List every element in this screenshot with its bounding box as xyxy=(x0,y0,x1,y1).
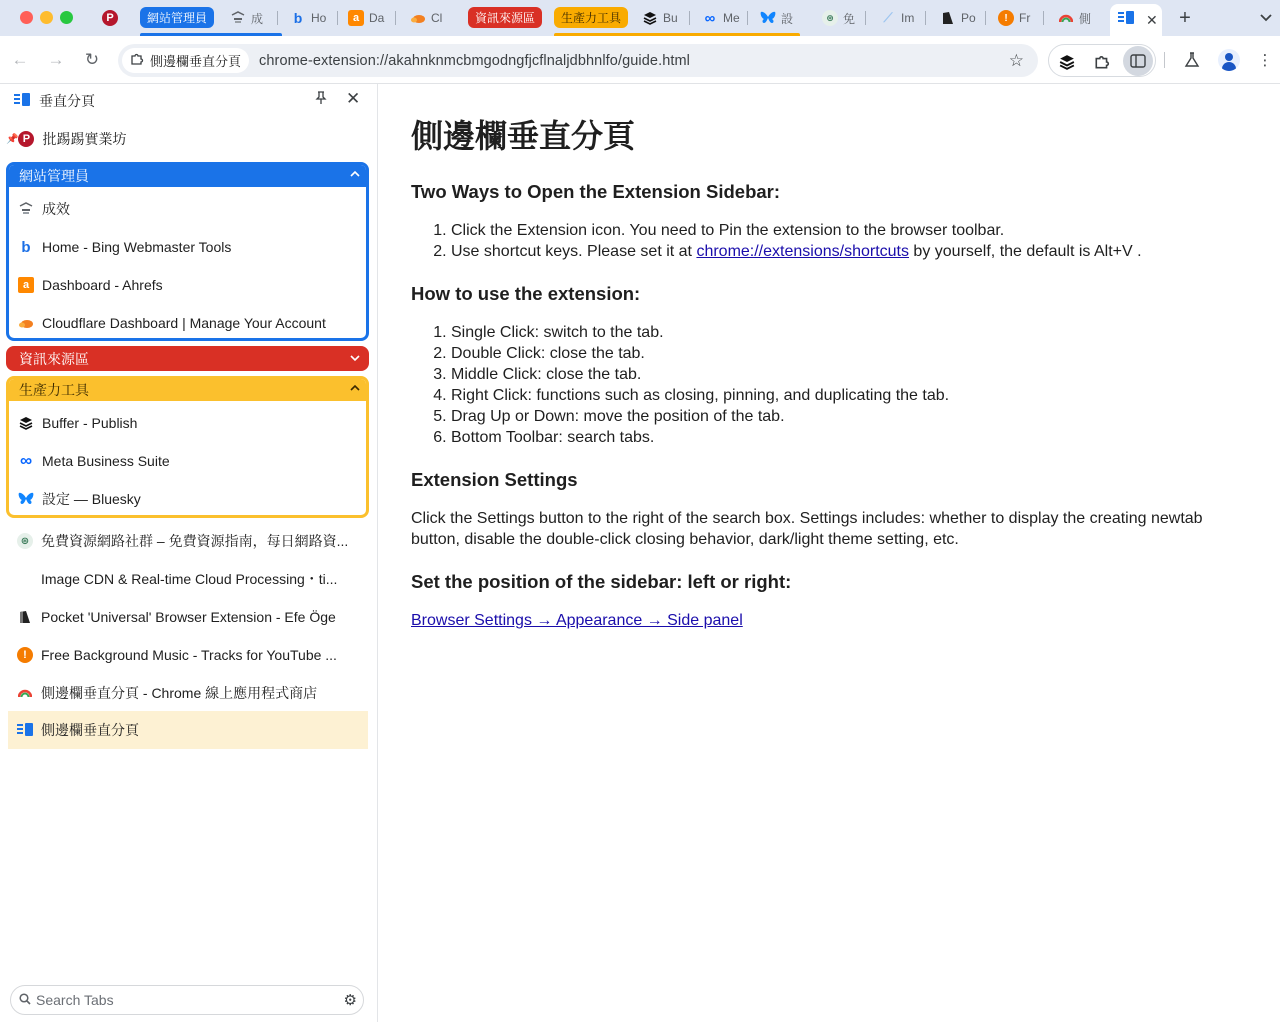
imagecdn-icon xyxy=(17,571,33,587)
labs-flask-icon[interactable] xyxy=(1182,50,1202,70)
site-info-chip[interactable] xyxy=(122,48,249,73)
imagecdn-icon: ⟋ xyxy=(883,10,893,25)
sidebar-tab-vertical-tabs-active[interactable] xyxy=(8,711,368,749)
tab-label: 免 xyxy=(843,11,856,26)
sidebar-tab-webstore[interactable] xyxy=(8,674,368,712)
tab-label: Da xyxy=(369,11,385,25)
profile-avatar[interactable] xyxy=(1218,49,1240,71)
tab-label: Image CDN & Real-time Cloud Processing・ti... xyxy=(41,571,338,587)
tab-label: 批踢踢實業坊 xyxy=(42,131,127,147)
side-panel-icon[interactable] xyxy=(1123,46,1153,76)
list-item: 3. Middle Click: close the tab. xyxy=(451,364,1248,385)
chevron-down-icon xyxy=(350,353,360,365)
url-text[interactable]: chrome-extension://akahnknmcbmgodngfjcflnaljdbhnlfo/guide.html xyxy=(259,52,690,69)
side-panel-title: 垂直分頁 xyxy=(39,93,95,109)
open-heading: Two Ways to Open the Extension Sidebar: xyxy=(411,181,781,202)
address-bar[interactable] xyxy=(118,44,1038,77)
settings-paragraph: Click the Settings button to the right of the search box. Settings includes: whether to display the creating newtab button, disable the double-click closing behavior, dark/light theme setting, etc. xyxy=(411,510,1203,548)
site-chip-label: 側邊欄垂直分頁 xyxy=(150,54,242,69)
list-item: 5. Drag Up or Down: move the position of the tab. xyxy=(451,406,1248,427)
extension-puzzle-icon xyxy=(130,52,144,69)
group-label: 生產力工具 xyxy=(19,382,89,398)
group-header-productivity[interactable] xyxy=(9,379,366,401)
pin-icon[interactable] xyxy=(315,91,327,108)
vertical-tabs-icon xyxy=(1118,11,1134,30)
cloudflare-icon xyxy=(410,10,426,26)
tab-label: Free Background Music - Tracks for YouTube ... xyxy=(41,647,337,663)
tab-strip xyxy=(0,0,1280,36)
ahrefs-icon: a xyxy=(348,10,364,26)
usage-steps-list xyxy=(451,322,1248,448)
tab-label: 成效 xyxy=(42,201,70,217)
tab-label: Cl xyxy=(431,11,443,25)
tab-label: Buffer - Publish xyxy=(42,415,138,431)
group-label: 資訊來源區 xyxy=(19,350,89,367)
chevron-up-icon xyxy=(350,382,360,394)
back-button[interactable]: ← xyxy=(11,50,29,69)
sidebar-tab-ahrefs[interactable] xyxy=(9,266,366,304)
window-close-button[interactable] xyxy=(20,11,33,24)
sidebar-tab-buffer[interactable] xyxy=(9,404,366,442)
buffer-icon xyxy=(642,10,658,26)
tab-label: 設 xyxy=(781,11,794,26)
tab-group-sources[interactable]: 資訊來源區 xyxy=(468,7,542,28)
cloudflare-icon xyxy=(18,315,34,331)
sidebar-tab-rank[interactable] xyxy=(9,190,366,228)
tab-label: Me xyxy=(723,11,740,25)
ptt-icon: P xyxy=(102,10,118,26)
list-item xyxy=(451,241,1248,262)
tab-label: Ho xyxy=(311,11,327,25)
browser-toolbar xyxy=(0,36,1280,84)
search-icon xyxy=(19,993,31,1008)
tab-label: 側邊欄垂直分頁 - Chrome 線上應用程式商店 xyxy=(41,685,318,701)
close-icon[interactable]: ✕ xyxy=(346,89,361,108)
tab-label: Po xyxy=(961,11,976,25)
sidebar-tab-cloudflare[interactable] xyxy=(9,304,366,341)
tab-cloudflare[interactable] xyxy=(410,6,458,30)
tab-label: Bu xyxy=(663,11,678,25)
page-title: 側邊欄垂直分頁 xyxy=(411,117,636,155)
tab-label: 側邊欄垂直分頁 xyxy=(41,722,139,738)
list-item: 1. Single Click: switch to the tab. xyxy=(451,322,1248,343)
buffer-icon xyxy=(18,415,34,431)
bing-icon: b xyxy=(21,238,31,256)
search-tabs-bar xyxy=(10,985,364,1015)
sidebar-tab-bluesky[interactable] xyxy=(9,480,366,518)
list-item: 6. Bottom Toolbar: search tabs. xyxy=(451,427,1248,448)
list-item: 1. Click the Extension icon. You need to Pin the extension to the browser toolbar. xyxy=(451,220,1248,241)
extensions-puzzle-icon[interactable] xyxy=(1091,51,1113,73)
window-minimize-button[interactable] xyxy=(40,11,53,24)
ptt-icon: P xyxy=(18,131,34,147)
webstore-icon xyxy=(1058,10,1074,26)
step-text: Use shortcut keys. Please set it at xyxy=(451,243,697,260)
menu-kebab-icon[interactable]: ⋮ xyxy=(1257,52,1273,69)
tab-bluesky[interactable] xyxy=(760,6,804,30)
sidebar-tab-meta[interactable] xyxy=(9,442,366,480)
tab-label: 免費資源網路社群 – 免費資源指南，每日網路資... xyxy=(41,533,349,549)
usage-heading: How to use the extension: xyxy=(411,283,641,304)
forward-button[interactable]: → xyxy=(47,50,65,69)
sidebar-tab-pocket[interactable] xyxy=(8,598,368,636)
freeres-icon: ⊛ xyxy=(17,533,33,549)
meta-icon: ∞ xyxy=(704,9,716,27)
tab-group-webmaster xyxy=(6,162,369,341)
tab-imagecdn[interactable] xyxy=(880,6,926,30)
guide-page xyxy=(379,84,1280,1022)
list-item: 2. Double Click: close the tab. xyxy=(451,343,1248,364)
chevron-up-icon xyxy=(350,168,360,180)
window-zoom-button[interactable] xyxy=(60,11,73,24)
tab-music[interactable] xyxy=(998,6,1044,30)
tab-label: Meta Business Suite xyxy=(42,453,170,469)
new-tab-button[interactable]: + xyxy=(1179,6,1191,29)
toolbar-divider xyxy=(1164,52,1165,68)
tab-webstore[interactable] xyxy=(1058,6,1104,30)
webstore-icon xyxy=(17,685,33,701)
music-icon: ! xyxy=(17,647,33,663)
tab-meta[interactable] xyxy=(702,6,748,30)
group-label: 網站管理員 xyxy=(19,168,89,184)
position-heading: Set the position of the sidebar: left or right: xyxy=(411,571,792,592)
settings-heading: Extension Settings xyxy=(411,469,578,490)
reload-button[interactable]: ↻ xyxy=(84,50,100,69)
tab-label: 側 xyxy=(1079,11,1092,26)
tab-active-vertical-tabs[interactable] xyxy=(1110,4,1162,36)
freeres-icon: ⊛ xyxy=(822,10,838,26)
tab-ahrefs[interactable] xyxy=(348,6,396,30)
tab-group-productivity[interactable]: 生產力工具 xyxy=(554,7,628,28)
tab-freeres[interactable] xyxy=(822,6,866,30)
extensions-group xyxy=(1048,44,1156,77)
sidebar-tab-imagecdn[interactable] xyxy=(8,560,368,598)
tab-search-chevron-icon[interactable] xyxy=(1256,8,1276,28)
tab-label: Home - Bing Webmaster Tools xyxy=(42,239,232,255)
rank-icon xyxy=(18,201,34,217)
tab-ptt[interactable] xyxy=(102,6,124,30)
tab-label: Cloudflare Dashboard | Manage Your Account xyxy=(42,315,326,331)
buffer-extension-icon[interactable] xyxy=(1056,51,1078,73)
rank-icon xyxy=(230,10,246,26)
bluesky-icon xyxy=(760,10,776,26)
open-steps-list xyxy=(451,220,1248,262)
search-input[interactable] xyxy=(36,992,326,1008)
bing-icon: b xyxy=(293,10,303,26)
side-panel xyxy=(0,84,378,1022)
group-header-webmaster[interactable] xyxy=(9,165,366,187)
group-header-sources[interactable] xyxy=(6,346,369,371)
tab-label: 設定 — Bluesky xyxy=(42,491,141,507)
side-panel-header xyxy=(0,84,378,116)
shortcuts-link[interactable]: chrome://extensions/shortcuts xyxy=(696,243,909,260)
bluesky-icon xyxy=(18,491,34,507)
tab-bing[interactable] xyxy=(290,6,338,30)
vertical-tabs-icon xyxy=(17,722,33,738)
pocket-icon xyxy=(17,609,33,625)
tab-rank[interactable] xyxy=(230,6,278,30)
sidebar-tab-music[interactable] xyxy=(8,636,368,674)
meta-icon: ∞ xyxy=(19,451,33,470)
tab-group-webmaster[interactable]: 網站管理員 xyxy=(140,7,214,28)
tab-group-sources xyxy=(6,346,369,371)
step-text: by yourself, the default is Alt+V . xyxy=(908,243,1142,260)
list-item: 4. Right Click: functions such as closing, pinning, and duplicating the tab. xyxy=(451,385,1248,406)
pinned-indicator-icon: 📌 xyxy=(6,133,19,145)
tab-label: 成 xyxy=(251,11,264,26)
tab-label: Dashboard - Ahrefs xyxy=(42,277,163,293)
tab-label: Pocket 'Universal' Browser Extension - Efe Öge xyxy=(41,609,336,625)
tab-group-productivity xyxy=(6,376,369,518)
sidebar-tab-bing[interactable] xyxy=(9,228,366,266)
pinned-tab-ptt[interactable] xyxy=(0,120,360,158)
tab-buffer[interactable] xyxy=(642,6,690,30)
bookmark-star-icon[interactable]: ☆ xyxy=(1008,51,1024,70)
ahrefs-icon: a xyxy=(18,277,34,293)
side-panel-settings-link[interactable]: Browser Settings → Appearance → Side panel xyxy=(411,612,743,629)
tab-pocket[interactable] xyxy=(940,6,986,30)
sidebar-tab-freeres[interactable] xyxy=(8,522,368,560)
pocket-icon xyxy=(940,10,956,26)
tab-close-icon[interactable]: ✕ xyxy=(1146,11,1158,28)
tab-label: Fr xyxy=(1019,11,1031,25)
vertical-tabs-icon xyxy=(14,93,30,112)
tab-label: Im xyxy=(901,11,915,25)
music-icon: ! xyxy=(998,10,1014,26)
gear-icon[interactable]: ⚙ xyxy=(343,992,357,1009)
